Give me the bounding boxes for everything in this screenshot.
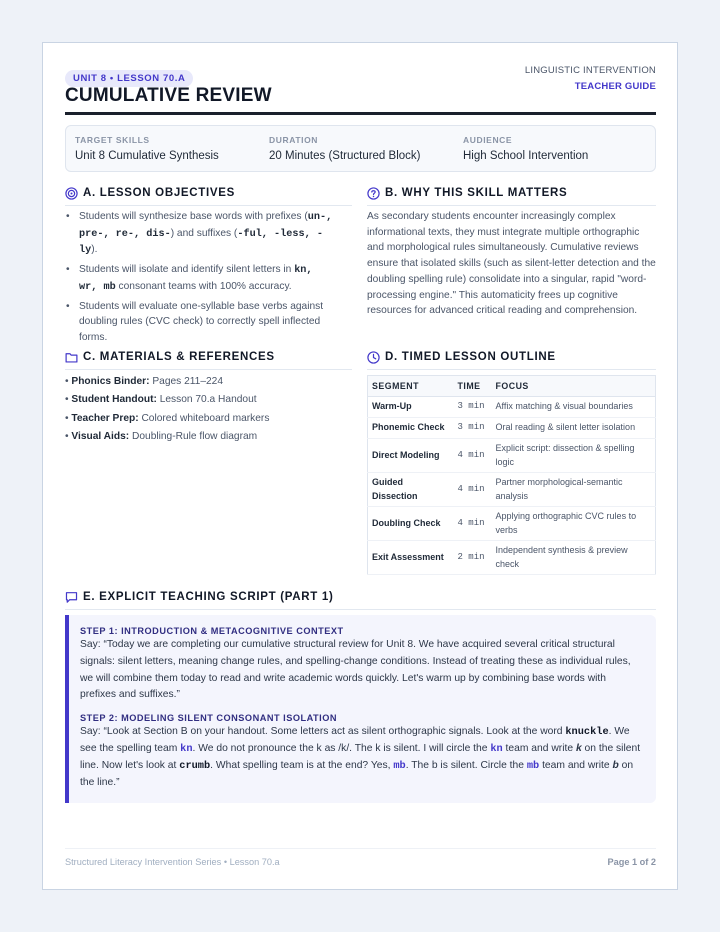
segment-cell: Warm-Up [368, 397, 454, 418]
meta-value: Unit 8 Cumulative Synthesis [75, 150, 219, 162]
section-outline-heading [367, 350, 656, 370]
list-item: • Teacher Prep: Colored whiteboard markers [65, 412, 270, 424]
segment-cell: Doubling Check [368, 507, 454, 541]
segment-cell: Direct Modeling [368, 439, 454, 473]
materials-list [65, 373, 345, 446]
segment-cell: Phonemic Check [368, 418, 454, 439]
time-cell: 3 min [454, 397, 492, 418]
series-label: LINGUISTIC INTERVENTION [524, 65, 656, 76]
section-materials-heading [65, 350, 352, 370]
page-number: Page 1 of 2 [607, 857, 656, 867]
teaching-script-box [65, 615, 656, 803]
step-1-label: STEP 1: INTRODUCTION & METACOGNITIVE CONTEXT [80, 626, 344, 636]
meta-label: AUDIENCE [463, 135, 513, 145]
speech-bubble-icon [65, 591, 78, 604]
time-cell: 4 min [454, 439, 492, 473]
section-title: C. MATERIALS & REFERENCES [83, 351, 275, 363]
meta-audience [463, 135, 588, 162]
meta-label: TARGET SKILLS [75, 135, 150, 145]
table-row [368, 418, 656, 439]
section-title: D. TIMED LESSON OUTLINE [385, 351, 556, 363]
section-title: B. WHY THIS SKILL MATTERS [385, 187, 568, 199]
footer-series: Structured Literacy Intervention Series • Lesson 70.a [65, 857, 280, 867]
section-title: A. LESSON OBJECTIVES [83, 187, 236, 199]
time-cell: 4 min [454, 473, 492, 507]
focus-cell: Explicit script: dissection & spelling logic [492, 439, 656, 473]
meta-duration [269, 135, 420, 162]
meta-value: 20 Minutes (Structured Block) [269, 150, 421, 162]
target-icon [65, 187, 78, 200]
focus-cell: Oral reading & silent letter isolation [492, 418, 656, 439]
step-1-text: Say: “Today we are completing our cumulative structural review for Unit 8. We have acquired several critical structural signals: silent letters, meaning change rules, and spelling-change conditions. Instead of treating these as individual rules, we will combine them today to read and write academic words quickly. Let's warm up by combining base words with prefixes and suffixes.” [80, 639, 631, 701]
section-title: E. EXPLICIT TEACHING SCRIPT (PART 1) [83, 591, 334, 603]
objectives-list [65, 209, 335, 349]
segment-cell: Exit Assessment [368, 541, 454, 575]
focus-cell: Affix matching & visual boundaries [492, 397, 656, 418]
meta-label: DURATION [269, 135, 319, 145]
list-item: • Student Handout: Lesson 70.a Handout [65, 394, 257, 406]
time-cell: 4 min [454, 507, 492, 541]
table-header-row [368, 376, 656, 397]
section-objectives-heading [65, 186, 352, 206]
focus-cell: Applying orthographic CVC rules to verbs [492, 507, 656, 541]
page-footer [65, 848, 656, 872]
table-row [368, 507, 656, 541]
focus-cell: Independent synthesis & preview check [492, 541, 656, 575]
section-why-heading [367, 186, 656, 206]
segment-cell: Guided Dissection [368, 473, 454, 507]
column-header: SEGMENT [368, 376, 454, 397]
list-item: • Visual Aids: Doubling-Rule flow diagram [65, 430, 258, 442]
page-header [65, 65, 656, 115]
lesson-outline-table [367, 375, 656, 575]
why-paragraph: As secondary students encounter increasingly complex informational texts, they must integrate multiple orthographic and morphological rules simultaneously. Cumulative reviews ensure that isolated skills (such as silent-letter detection and the doubling spelling rule) consolidate into a singular, rapid "word-processing engine." This automaticity frees up cognitive resources for advanced critical reading and comprehension. [367, 211, 656, 317]
time-cell: 3 min [454, 418, 492, 439]
column-header: FOCUS [492, 376, 656, 397]
list-item: • Students will isolate and identify silent letters in kn, wr, mb consonant teams with 100% accuracy. [65, 262, 335, 295]
table-row [368, 541, 656, 575]
lesson-badge: UNIT 8 • LESSON 70.A [65, 70, 193, 87]
section-script-heading [65, 590, 656, 610]
list-item: • Students will evaluate one-syllable base verbs against doubling rules (CVC check) to correctly spell inflected forms. [65, 299, 335, 346]
column-header: TIME [454, 376, 492, 397]
focus-cell: Partner morphological-semantic analysis [492, 473, 656, 507]
lesson-meta-card [65, 125, 656, 172]
table-row [368, 473, 656, 507]
list-item: • Students will synthesize base words with prefixes (un-, pre-, re-, dis-) and suffixes (-ful, -less, -ly). [65, 209, 335, 259]
step-2-label: STEP 2: MODELING SILENT CONSONANT ISOLATION [80, 713, 337, 724]
table-row [368, 439, 656, 473]
meta-value: High School Intervention [463, 150, 589, 162]
document-page [42, 42, 678, 890]
folder-icon [65, 351, 78, 364]
question-circle-icon [367, 187, 380, 200]
table-row [368, 397, 656, 418]
step-2-text: Say: “Look at Section B on your handout. Some letters act as silent orthographic signals. Look at the word knuckle. We see the spelling team kn. We do not pronounce the k as /k/. The k is silent. I will circle the kn team and write k on the silent line. Now let's look at crumb. What spelling team is at the end? Yes, mb. The b is silent. Circle the mb team and write b on the line.” [80, 726, 641, 788]
time-cell: 2 min [454, 541, 492, 575]
page-title: CUMULATIVE REVIEW [65, 85, 272, 106]
meta-target-skills [75, 135, 219, 162]
list-item: • Phonics Binder: Pages 211–224 [65, 376, 223, 387]
clock-icon [367, 351, 380, 364]
guide-label: TEACHER GUIDE [574, 81, 656, 92]
